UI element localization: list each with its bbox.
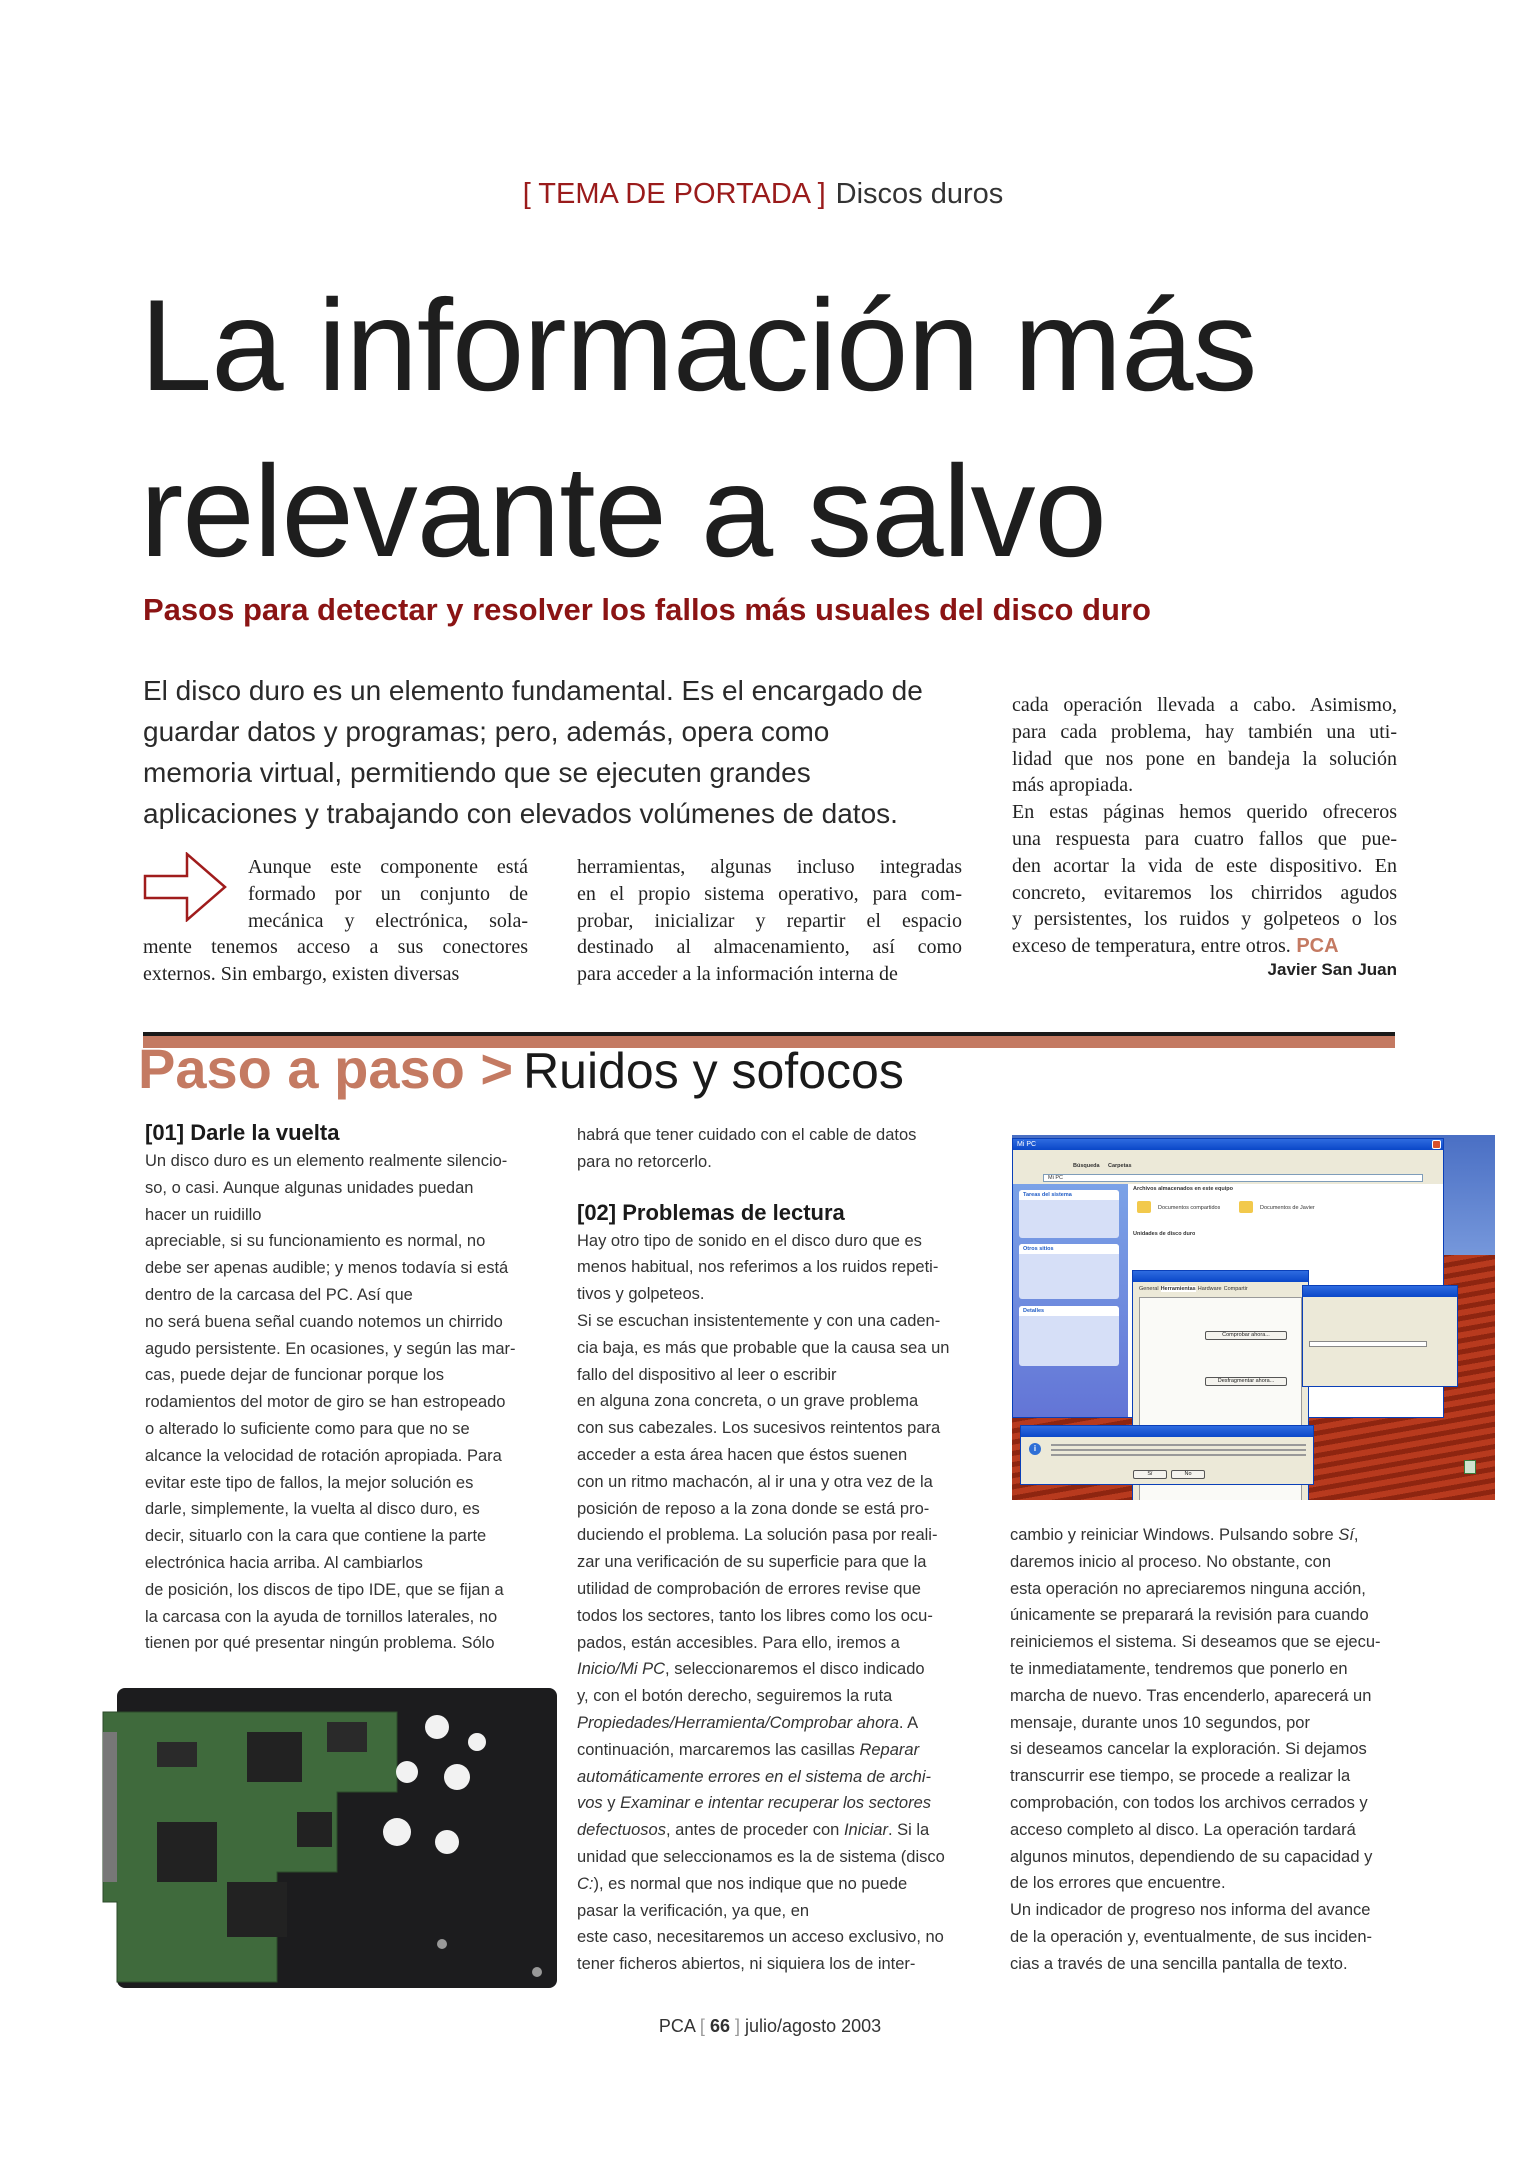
text-line: zar una verificación de su superficie para que la xyxy=(577,1553,927,1572)
chip xyxy=(157,1822,217,1882)
chip xyxy=(297,1812,332,1847)
message-box xyxy=(1020,1425,1314,1485)
text-line: C:), es normal que nos indique que no puede xyxy=(577,1874,908,1893)
drives-header: Unidades de disco duro xyxy=(1133,1231,1196,1237)
text-line: tienen por qué presentar ningún problema. Sólo xyxy=(145,1634,495,1653)
defrag-now-button: Desfragmentar ahora... xyxy=(1205,1377,1287,1386)
body-column-1 xyxy=(145,1118,545,1657)
text-line: todos los sectores, tanto los libres como los ocu- xyxy=(577,1606,933,1625)
section-kicker xyxy=(0,178,1526,211)
text-line: destinado al almacenamiento, así como xyxy=(577,936,962,959)
tab-hardware: Hardware xyxy=(1197,1286,1222,1292)
tab-general: General xyxy=(1139,1286,1159,1292)
title-line-1: La información más xyxy=(140,272,1257,418)
text-line: darle, simplemente, la vuelta al disco duro, es xyxy=(145,1500,480,1519)
check-now-button: Comprobar ahora... xyxy=(1205,1331,1287,1340)
tab-sharing: Compartir xyxy=(1223,1286,1248,1292)
text-line: Hay otro tipo de sonido en el disco duro que es xyxy=(577,1231,922,1250)
text-line: pasar la verificación, ya que, en xyxy=(577,1901,810,1920)
yes-button: Sí xyxy=(1133,1470,1167,1479)
folders-button: Carpetas xyxy=(1108,1163,1132,1169)
text-line: de la operación y, eventualmente, de sus inciden- xyxy=(1010,1927,1373,1946)
screw xyxy=(437,1939,447,1949)
text-line: de los errores que encuentre. xyxy=(1010,1874,1226,1893)
text-line: En estas páginas hemos querido ofreceros xyxy=(1012,801,1397,824)
text-line: en el propio sistema operativo, para com- xyxy=(577,882,962,905)
folder-icon xyxy=(1239,1201,1253,1213)
text-line: rodamientos del motor de giro se han estropeado xyxy=(145,1393,506,1412)
lead-paragraph: El disco duro es un elemento fundamental. Es el encargado de guardar datos y programas; pero, además, opera como memoria virtual, permitiendo que se ejecuten grandes aplicaciones y trabajando con elevados volúmenes de datos. xyxy=(143,675,923,829)
ide-connector xyxy=(103,1732,117,1882)
text-line: defectuosos, antes de proceder con Iniciar. Si la xyxy=(577,1821,930,1840)
body-column-3 xyxy=(1010,1522,1410,1978)
text-line: exceso de temperatura, entre otros. PCA xyxy=(1012,935,1339,958)
text-line: automáticamente errores en el sistema de archi- xyxy=(577,1767,931,1786)
text-line: Si se escuchan insistentemente y con una caden- xyxy=(577,1311,941,1330)
text-line: transcurrir ese tiempo, se procede a realizar la xyxy=(1010,1767,1351,1786)
text-line: en alguna zona concreta, o un grave problema xyxy=(577,1392,919,1411)
text-line: debe ser apenas audible; y menos todavía si está xyxy=(145,1259,509,1278)
no-button: No xyxy=(1171,1470,1205,1479)
text-line: reiniciemos el sistema. Si deseamos que se ejecu- xyxy=(1010,1633,1381,1652)
text-line: daremos inicio al proceso. No obstante, con xyxy=(1010,1552,1332,1571)
text-line: fallo del dispositivo al leer o escribir xyxy=(577,1365,837,1384)
text-line: externos. Sin embargo, existen diversas xyxy=(143,963,460,986)
body-column-2 xyxy=(577,1122,977,1978)
text-line: electrónica hacia arriba. Al cambiarlos xyxy=(145,1553,423,1572)
text-line: una respuesta para cuatro fallos que pue- xyxy=(1012,827,1397,850)
text-line: decir, situarlo con la cara que contiene la parte xyxy=(145,1527,487,1546)
intro-column-2 xyxy=(577,854,962,988)
text-line: Propiedades/Herramienta/Comprobar ahora. A xyxy=(577,1713,919,1732)
step-text xyxy=(145,1148,545,1657)
text-line: den acortar la vida de este dispositivo. En xyxy=(1012,854,1397,877)
text-line: so, o casi. Aunque algunas unidades puedan xyxy=(145,1178,474,1197)
text-line: hacer un ruidillo xyxy=(145,1205,262,1224)
text-line: vos y Examinar e intentar recuperar los sectores xyxy=(577,1794,931,1813)
text-line: mente tenemos acceso a sus conectores xyxy=(143,936,528,959)
text-line: algunos minutos, dependiendo de su capacidad y xyxy=(1010,1847,1373,1866)
text-line: agudo persistente. En ocasiones, y según las mar- xyxy=(145,1339,516,1358)
windows-screenshot-figure xyxy=(1012,1135,1495,1500)
tab-tools: Herramientas xyxy=(1160,1286,1196,1292)
section-heading xyxy=(138,1036,904,1101)
text-line: o alterado lo suficiente como para que no se xyxy=(145,1419,470,1438)
text-line: Un disco duro es un elemento realmente silencio- xyxy=(145,1152,508,1170)
text-line: cias a través de una sencilla pantalla de texto. xyxy=(1010,1954,1348,1973)
text-line: y persistentes, los ruidos y golpeteos o los xyxy=(1012,908,1397,931)
text-line: este caso, necesitaremos un acceso exclusivo, no xyxy=(577,1928,944,1947)
chip xyxy=(247,1732,302,1782)
stored-files-header: Archivos almacenados en este equipo xyxy=(1133,1186,1233,1192)
shared-docs: Documentos compartidos xyxy=(1158,1205,1221,1211)
text-line: lidad que nos pone en bandeja la solución xyxy=(1012,747,1397,770)
toolbar xyxy=(1013,1150,1443,1184)
chip xyxy=(227,1882,287,1937)
text-line: esta operación no apreciaremos ninguna acción, xyxy=(1010,1579,1366,1598)
window-title: Mi PC xyxy=(1013,1139,1443,1150)
text-line: tener ficheros abiertos, ni siquiera los de inter- xyxy=(577,1955,916,1974)
text-line: para cada problema, hay también una uti- xyxy=(1012,720,1397,743)
text-line: cambio y reiniciar Windows. Pulsando sobre Sí, xyxy=(1010,1526,1359,1544)
section-topic: Ruidos y sofocos xyxy=(523,1043,904,1099)
text-line: si deseamos cancelar la exploración. Si dejamos xyxy=(1010,1740,1367,1759)
text-line: tivos y golpeteos. xyxy=(577,1285,705,1304)
text-line: formado por un conjunto de xyxy=(248,882,528,905)
task-pane xyxy=(1013,1184,1128,1417)
article-subtitle: Pasos para detectar y resolver los fallos más usuales del disco duro xyxy=(143,592,1151,627)
progress-bar xyxy=(1309,1341,1427,1347)
author-byline: Javier San Juan xyxy=(1267,960,1397,979)
text-line: cas, puede dejar de funcionar porque los xyxy=(145,1366,445,1385)
step-text xyxy=(577,1228,977,1978)
check-disk-dialog xyxy=(1302,1285,1458,1387)
title-line-2: relevante a salvo xyxy=(140,438,1106,584)
step-heading: [02] Problemas de lectura xyxy=(577,1199,845,1225)
text-line: cada operación llevada a cabo. Asimismo, xyxy=(1012,694,1397,716)
step-text xyxy=(577,1122,977,1176)
search-button: Búsqueda xyxy=(1073,1163,1100,1169)
footer-magazine: PCA xyxy=(658,2016,695,2036)
text-line: utilidad de comprobación de errores revise que xyxy=(577,1579,921,1598)
text-line: comprobación, con todos los archivos cerrados y xyxy=(1010,1793,1368,1812)
recycle-bin-icon xyxy=(1464,1460,1476,1474)
text-line: mensaje, durante unos 10 segundos, por xyxy=(1010,1713,1310,1732)
step-heading: [01] Darle la vuelta xyxy=(145,1120,340,1145)
text-line: mecánica y electrónica, sola- xyxy=(248,909,528,932)
screw xyxy=(532,1967,542,1977)
chip xyxy=(157,1742,197,1767)
dialog-titlebar xyxy=(1133,1271,1308,1282)
text-line: habrá que tener cuidado con el cable de datos xyxy=(577,1126,917,1144)
text-line: más apropiada. xyxy=(1012,774,1134,797)
intro-column-1 xyxy=(143,854,528,988)
text-line: con un ritmo machacón, al ir una y otra vez de la xyxy=(577,1472,933,1491)
section-label: Paso a paso > xyxy=(138,1037,514,1100)
kicker-section: [ TEMA DE PORTADA ] xyxy=(522,178,826,210)
info-icon: i xyxy=(1029,1443,1041,1455)
hard-drive-pcb-photo xyxy=(97,1682,563,1998)
text-line: apreciable, si su funcionamiento es normal, no xyxy=(145,1232,486,1251)
text-line: únicamente se preparará la revisión para cuando xyxy=(1010,1606,1369,1625)
page-footer: PCA [ 66 ] julio/agosto 2003 xyxy=(658,2016,882,2036)
text-line: cia baja, es más que probable que la causa sea un xyxy=(577,1338,950,1357)
text-line: te inmediatamente, tendremos que ponerlo en xyxy=(1010,1659,1348,1678)
dialog-titlebar xyxy=(1021,1426,1313,1437)
footer-date: julio/agosto 2003 xyxy=(745,2016,882,2036)
end-sign: PCA xyxy=(1290,935,1339,958)
text-line: evitar este tipo de fallos, la mejor solución es xyxy=(145,1473,474,1492)
page-number: 66 xyxy=(709,2016,730,2036)
text-line: Aunque este componente está xyxy=(248,856,528,878)
javier-docs: Documentos de Javier xyxy=(1260,1205,1315,1211)
text-line: posición de reposo a la zona donde se está pro- xyxy=(577,1499,930,1518)
text-line: dentro de la carcasa del PC. Así que xyxy=(145,1285,413,1304)
text-line: acceder a esta área hacen que éstos suenen xyxy=(577,1445,908,1464)
text-line: la carcasa con la ayuda de tornillos laterales, no xyxy=(145,1607,498,1626)
text-line: unidad que seleccionamos es la de sistema (disco xyxy=(577,1847,945,1866)
intro-column-3 xyxy=(1012,692,1397,960)
text-line: duciendo el problema. La solución pasa por reali- xyxy=(577,1526,938,1545)
text-line: concreto, evitaremos los chirridos agudos xyxy=(1012,881,1397,904)
text-line: marcha de nuevo. Tras encenderlo, aparecerá un xyxy=(1010,1686,1372,1705)
text-line: con sus cabezales. Los sucesivos reintentos para xyxy=(577,1419,941,1438)
text-line: menos habitual, nos referimos a los ruidos repeti- xyxy=(577,1258,939,1277)
text-line: probar, inicializar y repartir el espacio xyxy=(577,909,962,932)
details-header: Detalles xyxy=(1019,1306,1119,1316)
text-line: acceso completo al disco. La operación tardará xyxy=(1010,1820,1356,1839)
text-line: de posición, los discos de tipo IDE, que se fijan a xyxy=(145,1580,504,1599)
text-line: para acceder a la información interna de xyxy=(577,963,898,986)
dialog-tabs xyxy=(1133,1282,1308,1292)
dialog-titlebar xyxy=(1303,1286,1457,1297)
text-line: para no retorcerlo. xyxy=(577,1152,712,1171)
text-line: Un indicador de progreso nos informa del avance xyxy=(1010,1901,1371,1920)
text-line: no será buena señal cuando notemos un chirrido xyxy=(145,1312,503,1331)
address-bar: Mi PC xyxy=(1048,1175,1063,1181)
folder-icon xyxy=(1137,1201,1151,1213)
chip xyxy=(327,1722,367,1752)
text-line: pados, están accesibles. Para ello, iremos a xyxy=(577,1633,900,1652)
text-line: y, con el botón derecho, seguiremos la ruta xyxy=(577,1687,893,1706)
text-line: alcance la velocidad de rotación apropiada. Para xyxy=(145,1446,502,1465)
close-icon xyxy=(1432,1140,1441,1149)
text-line: continuación, marcaremos las casillas Reparar xyxy=(577,1740,920,1759)
places-header: Otros sitios xyxy=(1019,1244,1119,1254)
tasks-header: Tareas del sistema xyxy=(1019,1190,1119,1200)
article-title xyxy=(140,262,1256,594)
text-line: herramientas, algunas incluso integradas xyxy=(577,856,962,878)
kicker-topic: Discos duros xyxy=(835,178,1004,210)
text-line: Inicio/Mi PC, seleccionaremos el disco indicado xyxy=(577,1660,925,1679)
